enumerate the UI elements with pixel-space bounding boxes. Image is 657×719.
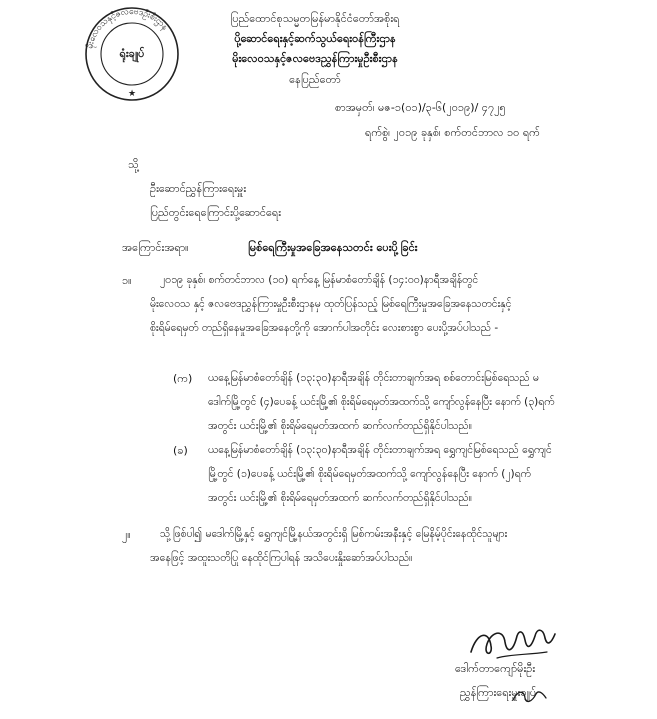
paragraph-1-text: ၂၀၁၉ ခုနှစ်၊ စက်တင်ဘာလ (၁၀) ရက်နေ့ မြန်မာစံတော်ချိန် (၁၄:၀၀)နာရီအချိန်တွင် မိုးလေဝသ နှင့် ဇလဗေဒညွှန်ကြားမှုဦးစီးဌာနမှ ထုတ်ပြန်သည့် မြစ်ရေကြီးမှုအခြေအနေသတင်းနှင့် စိုးရိမ်ရေမှတ် တည်ရှိနေမှုအခြေအနေတို့ကို အောက်ပါအတိုင်း လေးစားစွာ ပေးပို့အပ်ပါသည် - bbox=[150, 274, 512, 334]
subject-text: မြစ်ရေကြီးမှုအခြေအနေသတင်း ပေးပို့ခြင်း bbox=[248, 241, 418, 254]
signature-mark bbox=[467, 622, 559, 662]
subject-label: အကြောင်းအရာ။ bbox=[122, 241, 189, 254]
seal-center-text: ရုံးချုပ် bbox=[119, 47, 145, 60]
department-seal bbox=[82, 6, 182, 102]
paragraph-2-number: ၂။ bbox=[122, 528, 131, 541]
seal-ring-text: မိုးလေဝသနှင့်ဇလဗေဒဦးစီးဌာန bbox=[85, 6, 170, 50]
initials-mark bbox=[510, 686, 550, 706]
paragraph-1-number: ၁။ bbox=[122, 274, 132, 287]
recipient-office: ပြည်တွင်းရေကြောင်းပို့ဆောင်ရေး bbox=[150, 206, 282, 219]
item-a-label: (က) bbox=[173, 372, 193, 385]
item-a-text: ယနေ့မြန်မာစံတော်ချိန် (၁၃:၃၀)နာရီအချိန် တိုင်းတာချက်အရ စစ်တောင်းမြစ်ရေသည် မဒေါက်မြို့တွင် (၄)ပေခန့် ယင်းမြို့၏ စိုးရိမ်ရေမှတ်အထက်သို့ ကျော်လွန်နေပြီး နောက် (၃)ရက်အတွင်း ယင်းမြို့၏ စိုးရိမ်ရေမှတ်အထက် ဆက်လက်တည်ရှိနိုင်ပါသည်။ bbox=[208, 372, 555, 432]
header-ministry: ပို့ဆောင်ရေးနှင့်ဆက်သွယ်ရေးဝန်ကြီးဌာန bbox=[234, 32, 396, 45]
item-b-text: ယနေ့မြန်မာစံတော်ချိန် (၁၃:၃၀)နာရီအချိန် တိုင်းတာချက်အရ ရွှေကျင်မြစ်ရေသည် ရွှေကျင်မြို့တွင် (၁)ပေခန့် ယင်းမြို့၏ စိုးရိမ်ရေမှတ်အထက်သို့ ကျော်လွန်နေပြီး နောက် (၂)ရက်အတွင်း ယင်းမြို့၏ စိုးရိမ်ရေမှတ်အထက် ဆက်လက်တည်ရှိနိုင်ပါသည်။ bbox=[208, 444, 552, 504]
signatory-title: ညွှန်ကြားရေးမှူးချုပ် bbox=[460, 686, 537, 699]
recipient-title: ဦးဆောင်ညွှန်ကြားရေးမှူး bbox=[150, 182, 247, 195]
svg-text:မိုးလေဝသနှင့်ဇလဗေဒဦးစီးဌာန bbox=[84, 7, 170, 50]
signatory-name: ဒေါက်တာကျော်မိုးဦး bbox=[455, 662, 536, 675]
header-government: ပြည်ထောင်စုသမ္မတမြန်မာနိုင်ငံတော်အစိုးရ bbox=[230, 12, 400, 25]
recipient-to: သို့ bbox=[128, 158, 139, 171]
reference-number: စာအမှတ်၊ မဇ-၁(၀၁)/၃-၆(၂၀၁၉)/ ၄၇၂၅ bbox=[335, 101, 506, 114]
header-department: မိုးလေဝသနှင့်ဇလဗေဒညွှန်ကြားမှုဦးစီးဌာန bbox=[232, 52, 398, 65]
seal-star-icon: ★ bbox=[127, 89, 137, 99]
header-location: နေပြည်တော် bbox=[289, 73, 341, 86]
reference-date: ရက်စွဲ၊ ၂၀၁၉ ခုနှစ်၊ စက်တင်ဘာလ ၁၀ ရက် bbox=[365, 126, 540, 139]
paragraph-2-text: သို့ဖြစ်ပါ၍ မဒေါက်မြို့နှင့် ရွှေကျင်မြို့နယ်အတွင်းရှိ မြစ်ကမ်းအနီးနှင့် မြေနိမ့်ပိုင်းနေထိုင်သူများ အနေဖြင့် အထူးသတိပြု နေထိုင်ကြပါရန် အသိပေးနှိုးဆော်အပ်ပါသည်။ bbox=[150, 528, 508, 564]
item-b-label: (ခ) bbox=[173, 444, 188, 457]
